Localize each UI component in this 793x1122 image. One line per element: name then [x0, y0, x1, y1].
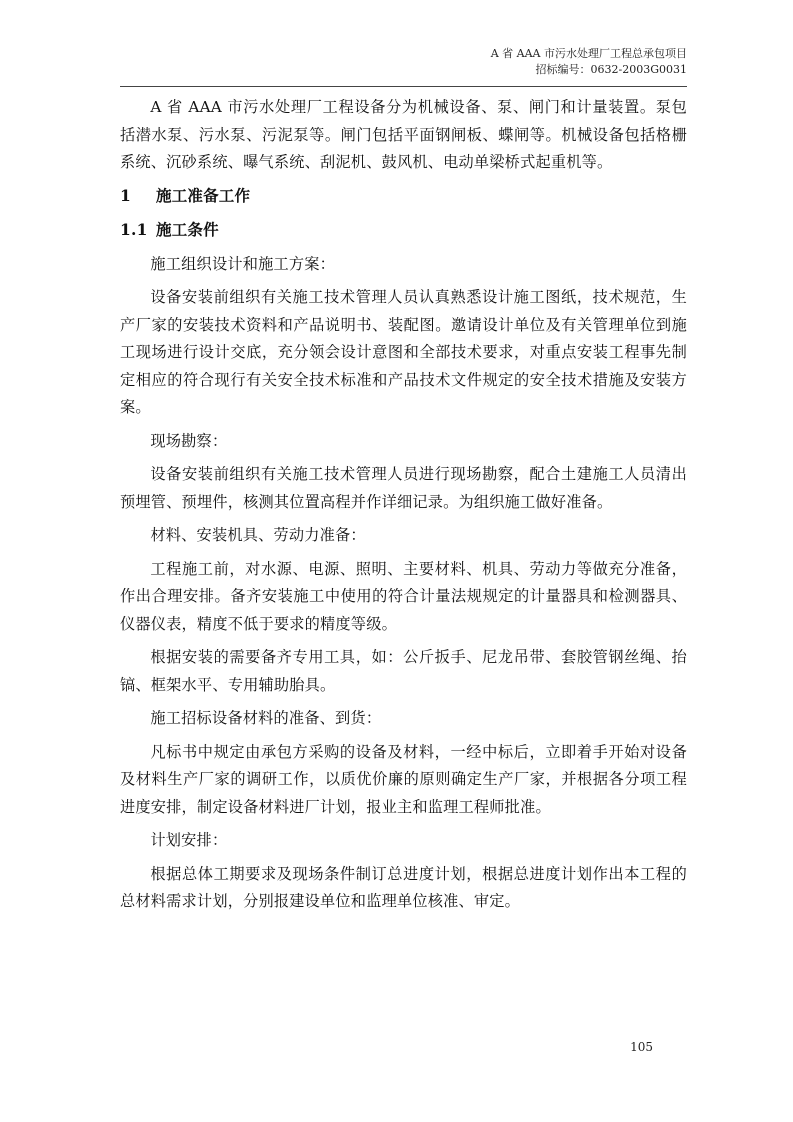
document-body — [120, 94, 687, 922]
section-number: 1.1 — [120, 219, 148, 239]
section-heading-1 — [120, 183, 687, 209]
header-tender-number: 招标编号：0632-2003G0031 — [535, 63, 687, 76]
intro-paragraph: A 省 AAA 市污水处理厂工程设备分为机械设备、泵、闸门和计量装置。泵包括潜水泵、污水泵、污泥泵等。闸门包括平面钢闸板、蝶闸等。机械设备包括格栅系统、沉砂系统、曝气系统、刮泥机、鼓风机、电动单梁桥式起重机等。 — [120, 98, 687, 171]
paragraph: 现场勘察： — [150, 431, 228, 450]
section-title: 施工准备工作 — [156, 186, 251, 205]
paragraph: 施工招标设备材料的准备、到货： — [150, 709, 382, 727]
paragraph: 工程施工前，对水源、电源、照明、主要材料、机具、劳动力等做充分准备，作出合理安排。备齐安装施工中使用的符合计量法规规定的计量器具和检测器具、仪器仪表，精度不低于要求的精度等级。 — [120, 559, 687, 633]
section-number: 1 — [120, 185, 131, 205]
paragraph: 施工组织设计和施工方案： — [150, 254, 336, 273]
section-heading-1-1 — [120, 217, 687, 243]
section-title: 施工条件 — [156, 220, 219, 239]
header-divider — [120, 86, 687, 87]
paragraph: 根据总体工期要求及现场条件制订总进度计划，根据总进度计划作出本工程的总材料需求计划，分别报建设单位和监理单位核准、审定。 — [120, 864, 687, 910]
paragraph: 计划安排： — [150, 831, 228, 849]
page-number: 105 — [630, 1040, 653, 1054]
page-header — [491, 46, 687, 78]
header-project-title: A 省 AAA 市污水处理厂工程总承包项目 — [490, 47, 687, 60]
paragraph: 凡标书中规定由承包方采购的设备及材料，一经中标后，立即着手开始对设备及材料生产厂家的调研工作，以质优价廉的原则确定生产厂家，并根据各分项工程进度安排，制定设备材料进厂计划，报业主和监理工程师批准。 — [120, 742, 687, 816]
paragraph: 根据安装的需要备齐专用工具，如：公斤扳手、尼龙吊带、套胶管钢丝绳、抬镐、框架水平、专用辅助胎具。 — [120, 648, 687, 694]
paragraph: 设备安装前组织有关施工技术管理人员进行现场勘察，配合土建施工人员清出预埋管、预埋件，核测其位置高程并作详细记录。为组织施工做好准备。 — [120, 465, 687, 511]
paragraph: 设备安装前组织有关施工技术管理人员认真熟悉设计施工图纸，技术规范，生产厂家的安装技术资料和产品说明书、装配图。邀请设计单位及有关管理单位到施工现场进行设计交底，充分领会设计意图和全部技术要求，对重点安装工程事先制定相应的符合现行有关安全技术标准和产品技术文件规定的安全技术措施及安装方案。 — [120, 288, 687, 416]
paragraph: 材料、安装机具、劳动力准备： — [150, 526, 366, 544]
